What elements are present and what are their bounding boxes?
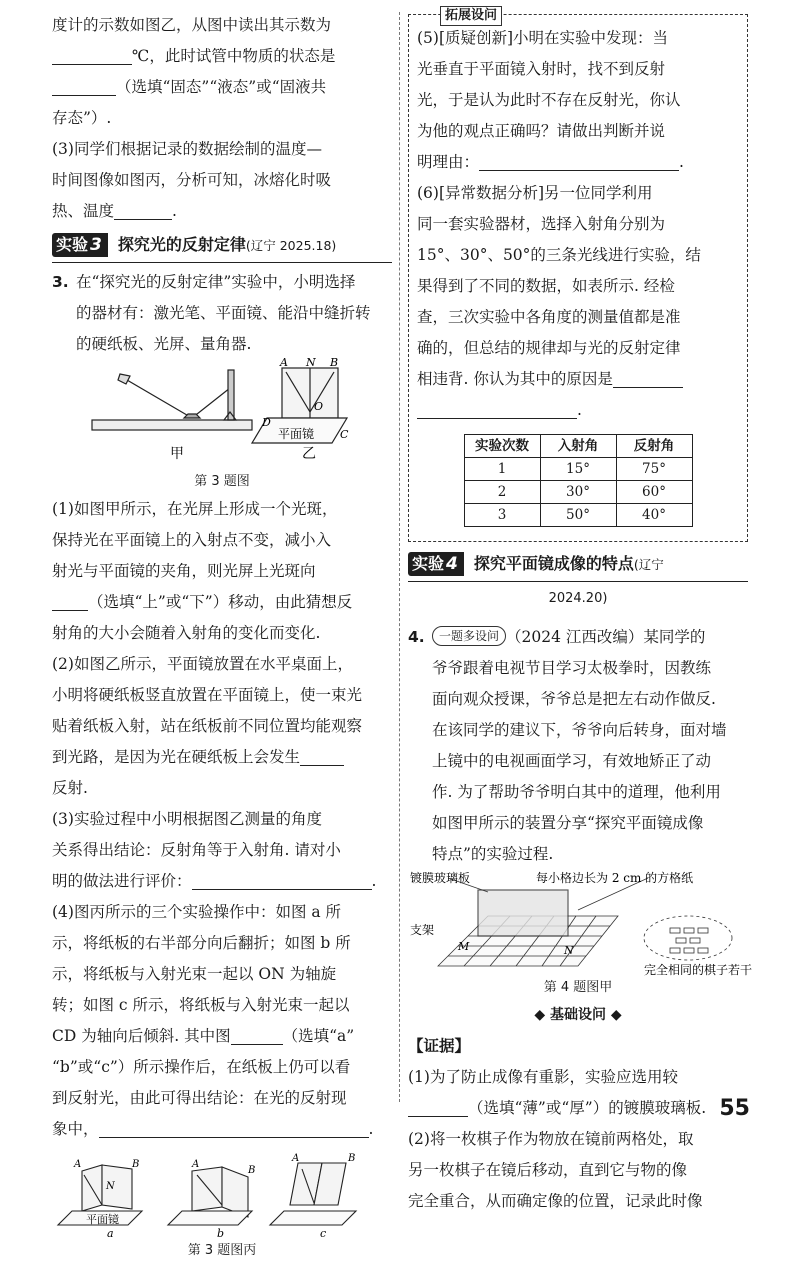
text-line: 光，于是认为此时不存在反射光，你认 <box>417 91 681 109</box>
text-line: 关系得出结论：反射角等于入射角. 请对小 <box>52 841 341 859</box>
extension-label: 拓展设问 <box>440 6 502 26</box>
question-number: 4. <box>408 628 425 646</box>
table-row <box>464 504 692 527</box>
text-line: “b”或“c”）所示操作后，在纸板上仍可以看 <box>52 1058 351 1076</box>
text-line: 示，将纸板的右半部分向后翻折；如图 b 所 <box>52 934 351 952</box>
label-pieces: 完全相同的棋子若干 <box>644 963 753 977</box>
section-source: (辽宁 <box>633 557 664 572</box>
text-line: 4. 一题多设问 （2024 江西改编）某同学的 <box>408 622 748 653</box>
svg-text:N: N <box>106 1181 115 1192</box>
text-line: (1)如图甲所示，在光屏上形成一个光斑， <box>52 500 338 518</box>
figure-3-bing <box>52 1149 392 1239</box>
question-number: 3. <box>52 273 69 291</box>
section-tag: 实验 4 <box>408 552 464 576</box>
text-line: 果得到了不同的数据，如表所示. 经检 <box>417 277 675 295</box>
text-line: 示，将纸板与入射光束一起以 ON 为轴旋 <box>52 965 337 983</box>
text-line: 作. 为了帮助爷爷明白其中的道理，他利用 <box>432 783 721 801</box>
column-divider <box>399 12 400 1102</box>
text-line: 为他的观点正确吗？请做出判断并说 <box>417 122 666 140</box>
left-column <box>52 0 392 1263</box>
text-line: 反射. <box>52 779 88 797</box>
section-source: (辽宁 2025.18) <box>245 238 337 253</box>
text-line: （选填“固态”“液态”或“固液共 <box>52 72 392 103</box>
text-line: 3. 在“探究光的反射定律”实验中，小明选择 <box>52 267 392 298</box>
text-line: 存态”）. <box>52 109 112 127</box>
answer-blank[interactable] <box>192 870 372 890</box>
table-cell: 15° <box>540 458 616 481</box>
answer-blank[interactable] <box>99 1118 369 1138</box>
text-line: 如图甲所示的装置分享“探究平面镜成像 <box>432 814 704 832</box>
text-line: (4)图丙所示的三个实验操作中：如图 a 所 <box>52 903 342 921</box>
answer-blank[interactable] <box>417 399 577 419</box>
answer-blank[interactable] <box>479 151 679 171</box>
text-line: 到反射光，由此可得出结论：在光的反射现 <box>52 1089 347 1107</box>
text-line: （选填“上”或“下”）移动，由此猜想反 <box>52 587 392 618</box>
section-title: 探究平面镜成像的特点 <box>473 554 634 573</box>
answer-blank[interactable] <box>114 200 172 220</box>
text-line: 贴着纸板入射，站在纸板前不同位置均能观察 <box>52 717 363 735</box>
svg-text:D: D <box>262 416 271 429</box>
table-cell: 30° <box>540 481 616 504</box>
answer-blank[interactable] <box>52 591 88 611</box>
text-line: 15°、30°、50°的三条光线进行实验，结 <box>417 246 701 264</box>
answer-blank[interactable] <box>300 746 344 766</box>
table-header: 反射角 <box>616 435 692 458</box>
table-row <box>464 458 692 481</box>
evidence-heading: 【证据】 <box>408 1037 471 1055</box>
text-line: 相违背. 你认为其中的原因是 <box>417 364 739 395</box>
text-line: 转；如图 c 所示，将纸板与入射光束一起以 <box>52 996 350 1014</box>
label-b: b <box>217 1227 225 1240</box>
svg-text:O: O <box>314 400 324 413</box>
text-line: 的器材有：激光笔、平面镜、能沿中缝折转 <box>76 304 371 322</box>
svg-text:M: M <box>458 940 470 953</box>
svg-text:N: N <box>564 944 574 957</box>
text-line: 明理由： . <box>417 153 684 171</box>
angle-data-table <box>464 434 693 527</box>
multi-question-badge: 一题多设问 <box>432 626 506 646</box>
text-line: CD 为轴向后倾斜. 其中图 （选填“a” <box>52 1027 355 1045</box>
answer-blank[interactable] <box>231 1025 283 1045</box>
text-line: 光垂直于平面镜入射时，找不到反射 <box>417 60 666 78</box>
text-line: 明的做法进行评价： . <box>52 872 377 890</box>
text-line: 爷爷跟着电视节目学习太极拳时，因教练 <box>432 659 712 677</box>
text-line: 完全重合，从而确定像的位置，记录此时像 <box>408 1192 703 1210</box>
answer-blank[interactable] <box>408 1097 468 1117</box>
text-line: 时间图像如图丙，分析可知，冰熔化时吸 <box>52 171 332 189</box>
label-mirror: 平面镜 <box>86 1213 119 1226</box>
svg-text:A: A <box>280 356 288 369</box>
figure-jia <box>92 370 252 430</box>
table-cell: 40° <box>616 504 692 527</box>
table-header: 实验次数 <box>464 435 540 458</box>
table-cell: 1 <box>464 458 540 481</box>
label-glass: 镀膜玻璃板 <box>410 871 471 885</box>
table-row <box>464 481 692 504</box>
text-line: 另一枚棋子在镜后移动，直到它与物的像 <box>408 1161 688 1179</box>
figure-caption: 第 3 题图丙 <box>187 1243 257 1258</box>
text-line: 度计的示数如图乙，从图中读出其示数为 <box>52 16 332 34</box>
svg-text:B: B <box>330 356 339 369</box>
text-line: (2)如图乙所示，平面镜放置在水平桌面上， <box>52 655 353 673</box>
text-line: . <box>417 395 739 426</box>
right-column <box>408 0 753 1217</box>
section-header-exp3 <box>52 229 392 263</box>
svg-text:A: A <box>192 1159 200 1170</box>
section-tag: 实验 3 <box>52 233 108 257</box>
text-line: (1)为了防止成像有重影，实验应选用较 <box>408 1068 678 1086</box>
text-line: 象中， . <box>52 1120 374 1138</box>
table-cell: 3 <box>464 504 540 527</box>
svg-text:B: B <box>132 1159 140 1170</box>
text-line: 同一套实验器材，选择入射角分别为 <box>417 215 666 233</box>
answer-blank[interactable] <box>613 368 683 388</box>
section-header-exp4 <box>408 548 748 582</box>
label-yi: 乙 <box>302 446 316 462</box>
extension-box <box>408 14 748 542</box>
label-stand: 支架 <box>410 923 435 937</box>
text-line: 射角的大小会随着入射角的变化而变化. <box>52 624 321 642</box>
text-line: 射光与平面镜的夹角，则光屏上光斑向 <box>52 562 316 580</box>
text-line: 面向观众授课，爷爷总是把左右动作做反. <box>432 690 716 708</box>
svg-text:C: C <box>340 428 349 441</box>
section-title: 探究光的反射定律 <box>117 235 246 254</box>
svg-text:B: B <box>348 1153 356 1164</box>
text-line: (3)实验过程中小明根据图乙测量的角度 <box>52 810 322 828</box>
text-line: (3)同学们根据记录的数据绘制的温度— <box>52 140 322 158</box>
table-cell: 2 <box>464 481 540 504</box>
figure-caption: 第 3 题图 <box>194 474 250 489</box>
figure-caption: 第 4 题图甲 <box>543 980 613 995</box>
text-line: 确的，但总结的规律却与光的反射定律 <box>417 339 681 357</box>
text-line: 的硬纸板、光屏、量角器. <box>76 335 252 353</box>
table-header-row <box>464 435 692 458</box>
text-line: 在该同学的建议下，爷爷向后转身，面对墙 <box>432 721 727 739</box>
text-line: ℃，此时试管中物质的状态是 <box>52 41 392 72</box>
svg-text:B: B <box>248 1165 256 1176</box>
text-line: （选填“薄”或“厚”）的镀膜玻璃板. <box>408 1093 748 1124</box>
label-mirror: 平面镜 <box>278 427 315 441</box>
table-cell: 75° <box>616 458 692 481</box>
figure-4-jia <box>408 870 753 977</box>
svg-text:N: N <box>306 356 316 369</box>
text-line: 小明将硬纸板竖直放置在平面镜上，使一束光 <box>52 686 363 704</box>
table-header: 入射角 <box>540 435 616 458</box>
label-c: c <box>320 1227 327 1240</box>
text-line: 热、温度 . <box>52 202 177 220</box>
table-cell: 50° <box>540 504 616 527</box>
section-source-cont: 2024.20) <box>548 591 608 606</box>
table-cell: 60° <box>616 481 692 504</box>
text-line: (5)[质疑创新]小明在实验中发现：当 <box>417 29 669 47</box>
label-grid: 每小格边长为 2 cm 的方格纸 <box>536 871 694 885</box>
text-line: (2)将一枚棋子作为物放在镜前两格处，取 <box>408 1130 694 1148</box>
text-line: 特点”的实验过程. <box>432 845 554 863</box>
label-a: a <box>107 1227 114 1240</box>
text-line: 上镜中的电视画面学习，有效地矫正了动 <box>432 752 712 770</box>
svg-text:A: A <box>292 1153 300 1164</box>
text-line: 保持光在平面镜上的入射点不变，减小入 <box>52 531 332 549</box>
answer-blank[interactable] <box>52 76 116 96</box>
figure-3-jia-yi <box>52 356 392 470</box>
text-line: (6)[异常数据分析]另一位同学利用 <box>417 184 653 202</box>
answer-blank[interactable] <box>52 45 132 65</box>
text-line: 到光路，是因为光在硬纸板上会发生 <box>52 742 392 773</box>
page-number: 55 <box>719 1096 750 1121</box>
label-jia: 甲 <box>170 446 184 462</box>
text-line: 查，三次实验中各角度的测量值都是准 <box>417 308 681 326</box>
basic-questions-heading: ◆ 基础设问 ◆ <box>534 1007 622 1023</box>
svg-text:A: A <box>74 1159 82 1170</box>
